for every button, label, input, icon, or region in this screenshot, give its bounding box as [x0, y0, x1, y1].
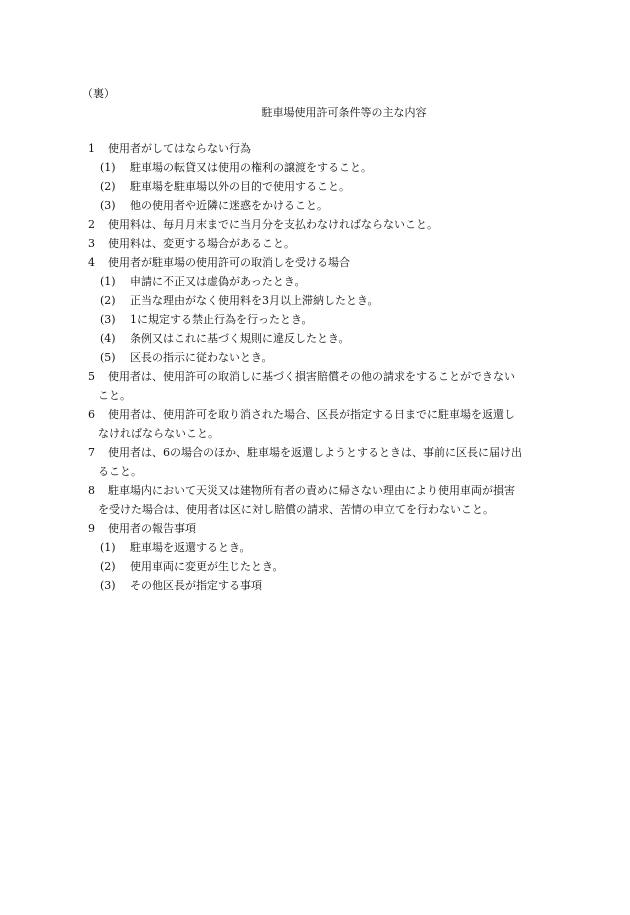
condition-item — [88, 367, 560, 405]
conditions-list — [88, 139, 560, 595]
condition-text: 使用料は、毎月月末までに当月分を支払わなければならないこと。 — [108, 218, 438, 231]
condition-text: なければならないこと。 — [98, 427, 219, 440]
sub-condition-item — [88, 538, 560, 557]
sub-condition-text: 駐車場を駐車場以外の目的で使用すること。 — [130, 180, 350, 193]
sub-condition-number: (5) — [100, 351, 116, 364]
sub-condition-item — [88, 576, 560, 595]
condition-item — [88, 519, 560, 538]
condition-number: 2 — [88, 218, 95, 231]
sub-condition-text: 条例又はこれに基づく規則に違反したとき。 — [130, 332, 350, 345]
condition-text: 使用料は、変更する場合があること。 — [108, 237, 295, 250]
condition-text: 使用者がしてはならない行為 — [108, 142, 251, 155]
condition-item — [88, 139, 560, 158]
condition-number: 5 — [88, 370, 95, 383]
condition-item — [88, 253, 560, 272]
sub-condition-text: その他区長が指定する事項 — [130, 579, 262, 592]
condition-number: 4 — [88, 256, 95, 269]
sub-condition-number: (1) — [100, 275, 116, 288]
sub-condition-text: 1に規定する禁止行為を行ったとき。 — [130, 313, 313, 326]
condition-text: を受けた場合は、使用者は区に対し賠償の請求、苦情の申立てを行わないこと。 — [98, 503, 494, 516]
sub-condition-item — [88, 310, 560, 329]
condition-text: 使用者は、使用許可を取り消された場合、区長が指定する日までに駐車場を返還し — [108, 408, 515, 421]
sub-condition-item — [88, 196, 560, 215]
condition-text: こと。 — [98, 389, 131, 402]
condition-number: 7 — [88, 446, 95, 459]
sub-condition-number: (2) — [100, 180, 116, 193]
sub-condition-item — [88, 272, 560, 291]
sub-condition-text: 申請に不正又は虚偽があったとき。 — [130, 275, 306, 288]
sub-condition-number: (4) — [100, 332, 116, 345]
condition-item — [88, 443, 560, 481]
sub-condition-text: 使用車両に変更が生じたとき。 — [130, 560, 284, 573]
condition-number: 6 — [88, 408, 95, 421]
sub-condition-number: (3) — [100, 313, 116, 326]
condition-text: ること。 — [98, 465, 142, 478]
sub-condition-number: (1) — [100, 541, 116, 554]
condition-item — [88, 215, 560, 234]
sub-condition-number: (2) — [100, 560, 116, 573]
document-title: 駐車場使用許可条件等の主な内容 — [261, 106, 427, 119]
sub-condition-item — [88, 329, 560, 348]
sub-condition-number: (2) — [100, 294, 116, 307]
condition-number: 1 — [88, 142, 95, 155]
sub-condition-text: 駐車場の転貸又は使用の権利の譲渡をすること。 — [130, 161, 372, 174]
condition-text: 駐車場内において天災又は建物所有者の責めに帰さない理由により使用車両が損害 — [108, 484, 515, 497]
sub-condition-text: 駐車場を返還するとき。 — [130, 541, 251, 554]
sub-condition-item — [88, 177, 560, 196]
sub-condition-item — [88, 348, 560, 367]
condition-number: 8 — [88, 484, 95, 497]
sub-condition-number: (3) — [100, 199, 116, 212]
sub-condition-item — [88, 557, 560, 576]
sub-condition-text: 正当な理由がなく使用料を3月以上滞納したとき。 — [130, 294, 379, 307]
condition-text: 使用者は、使用許可の取消しに基づく損害賠償その他の請求をすることができない — [108, 370, 515, 383]
condition-item — [88, 234, 560, 253]
sub-condition-text: 他の使用者や近隣に迷惑をかけること。 — [130, 199, 328, 212]
condition-text: 使用者は、6の場合のほか、駐車場を返還しようとするときは、事前に区長に届け出 — [108, 446, 522, 459]
sub-condition-number: (3) — [100, 579, 116, 592]
condition-number: 3 — [88, 237, 95, 250]
sub-condition-item — [88, 291, 560, 310]
condition-item — [88, 405, 560, 443]
reverse-side-label: （裏） — [82, 87, 115, 100]
condition-item — [88, 481, 560, 519]
sub-condition-text: 区長の指示に従わないとき。 — [130, 351, 273, 364]
sub-condition-item — [88, 158, 560, 177]
condition-text: 使用者が駐車場の使用許可の取消しを受ける場合 — [108, 256, 350, 269]
condition-text: 使用者の報告事項 — [108, 522, 196, 535]
condition-number: 9 — [88, 522, 95, 535]
sub-condition-number: (1) — [100, 161, 116, 174]
